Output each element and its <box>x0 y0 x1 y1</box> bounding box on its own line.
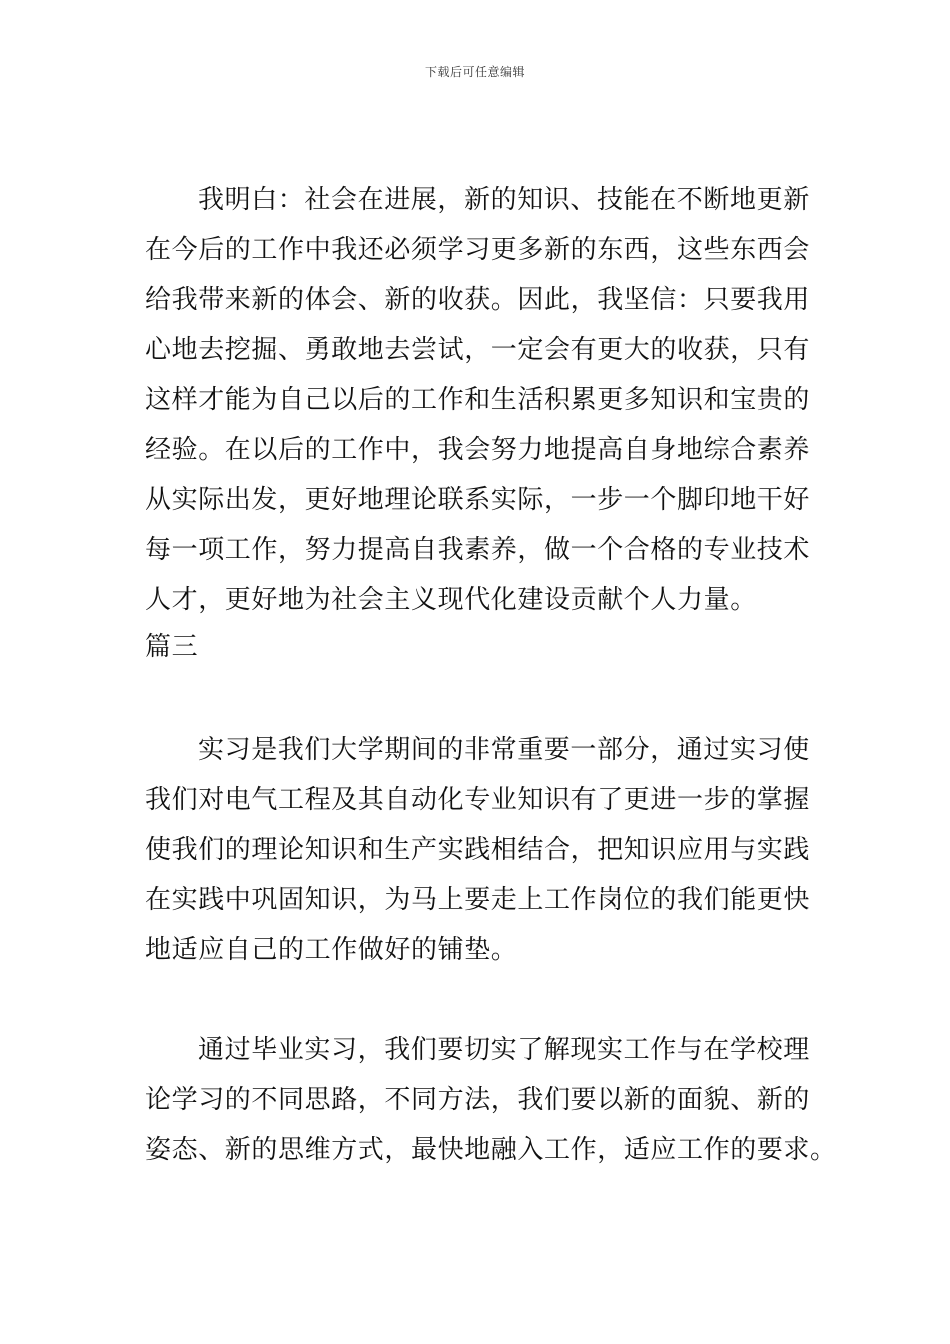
text-line: 在今后的工作中我还必须学习更多新的东西，这些东西会 <box>145 235 811 265</box>
text-line: 地适应自己的工作做好的铺垫。 <box>145 935 518 965</box>
text-line: 心地去挖掘、勇敢地去尝试，一定会有更大的收获，只有 <box>145 335 811 365</box>
text-line: 经验。在以后的工作中，我会努力地提高自身地综合素养 <box>145 435 811 465</box>
text-line: 论学习的不同思路，不同方法，我们要以新的面貌、新的 <box>145 1085 811 1115</box>
text-line: 给我带来新的体会、新的收获。因此，我坚信：只要我用 <box>145 285 811 315</box>
text-line: 人才，更好地为社会主义现代化建设贡献个人力量。 <box>145 585 757 615</box>
text-line: 实习是我们大学期间的非常重要一部分，通过实习使 <box>198 735 810 765</box>
page-header: 下载后可任意编辑 <box>424 65 525 79</box>
text-line: 在实践中巩固知识，为马上要走上工作岗位的我们能更快 <box>145 885 811 915</box>
section-title: 篇三 <box>145 632 199 662</box>
text-line: 姿态、新的思维方式，最快地融入工作，适应工作的要求。 <box>145 1135 837 1165</box>
text-line: 使我们的理论知识和生产实践相结合，把知识应用与实践 <box>145 835 811 865</box>
text-line: 每一项工作，努力提高自我素养，做一个合格的专业技术 <box>145 535 811 565</box>
text-line: 从实际出发，更好地理论联系实际，一步一个脚印地干好 <box>145 485 811 515</box>
text-line: 我明白：社会在进展，新的知识、技能在不断地更新 <box>198 185 810 215</box>
text-line: 这样才能为自己以后的工作和生活积累更多知识和宝贵的 <box>145 385 811 415</box>
text-line: 我们对电气工程及其自动化专业知识有了更进一步的掌握 <box>145 785 811 815</box>
text-line: 通过毕业实习，我们要切实了解现实工作与在学校理 <box>198 1035 810 1065</box>
